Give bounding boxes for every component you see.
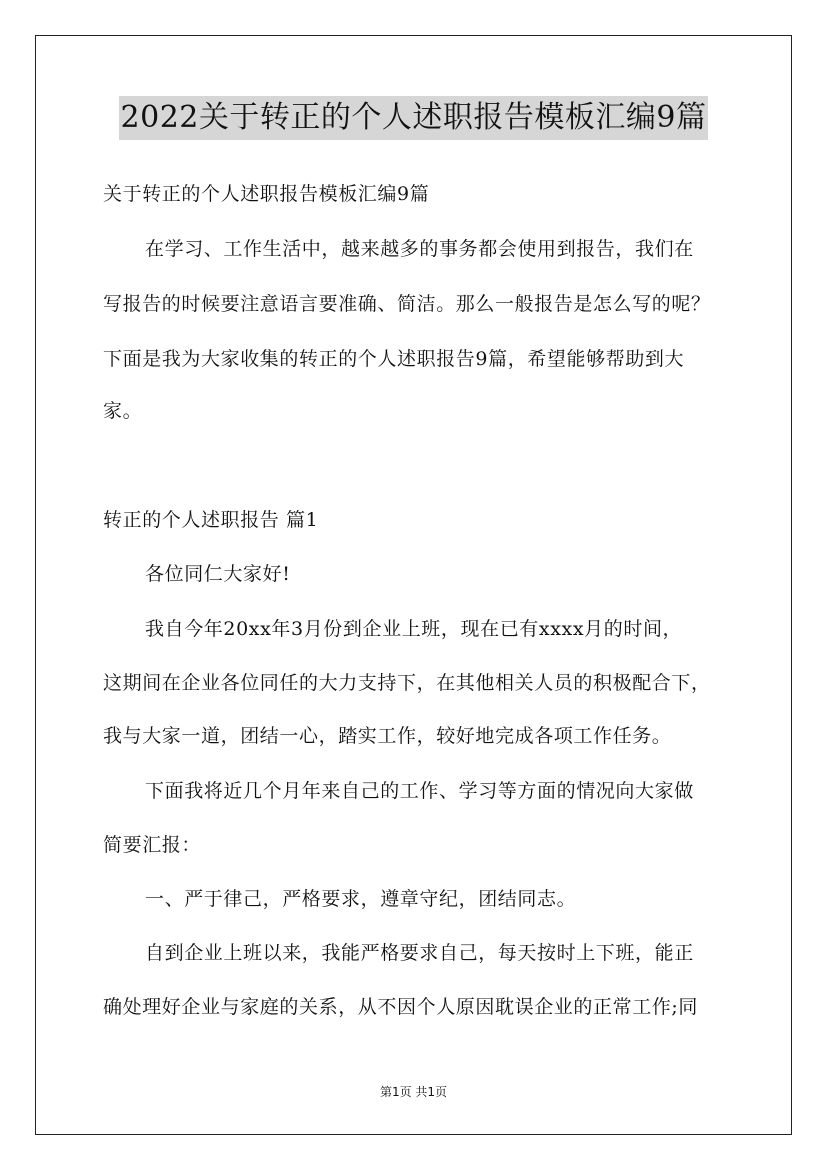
document-subtitle: 关于转正的个人述职报告模板汇编9篇 — [103, 183, 430, 205]
body-line-4: 我与大家一道，团结一心，踏实工作，较好地完成各项工作任务。 — [103, 725, 672, 747]
body-line-3: 这期间在企业各位同任的大力支持下，在其他相关人员的积极配合下， — [103, 672, 711, 694]
body-line-8: 自到企业上班以来，我能严格要求自己，每天按时上下班，能正 — [145, 942, 694, 964]
page-footer: 第1页 共1页 — [379, 1085, 448, 1099]
body-line-5: 下面我将近几个月年来自己的工作、学习等方面的情况向大家做 — [145, 780, 694, 802]
body-line-2: 我自今年20xx年3月份到企业上班，现在已有xxxx月的时间， — [145, 618, 683, 640]
body-line-6: 简要汇报： — [103, 834, 202, 856]
intro-line-4: 家。 — [103, 400, 143, 422]
title-container — [0, 96, 827, 140]
document-title: 2022关于转正的个人述职报告模板汇编9篇 — [119, 96, 709, 140]
body-line-9: 确处理好企业与家庭的关系，从不因个人原因耽误企业的正常工作;同 — [103, 996, 699, 1018]
body-line-1: 各位同仁大家好! — [145, 563, 291, 585]
intro-line-2: 写报告的时候要注意语言要准确、简洁。那么一般报告是怎么写的呢？ — [103, 293, 711, 315]
body-line-7: 一、严于律己，严格要求，遵章守纪，团结同志。 — [145, 888, 577, 910]
section-heading: 转正的个人述职报告 篇1 — [103, 509, 319, 531]
intro-line-1: 在学习、工作生活中，越来越多的事务都会使用到报告，我们在 — [145, 238, 694, 260]
intro-line-3: 下面是我为大家收集的转正的个人述职报告9篇，希望能够帮助到大 — [103, 348, 685, 370]
